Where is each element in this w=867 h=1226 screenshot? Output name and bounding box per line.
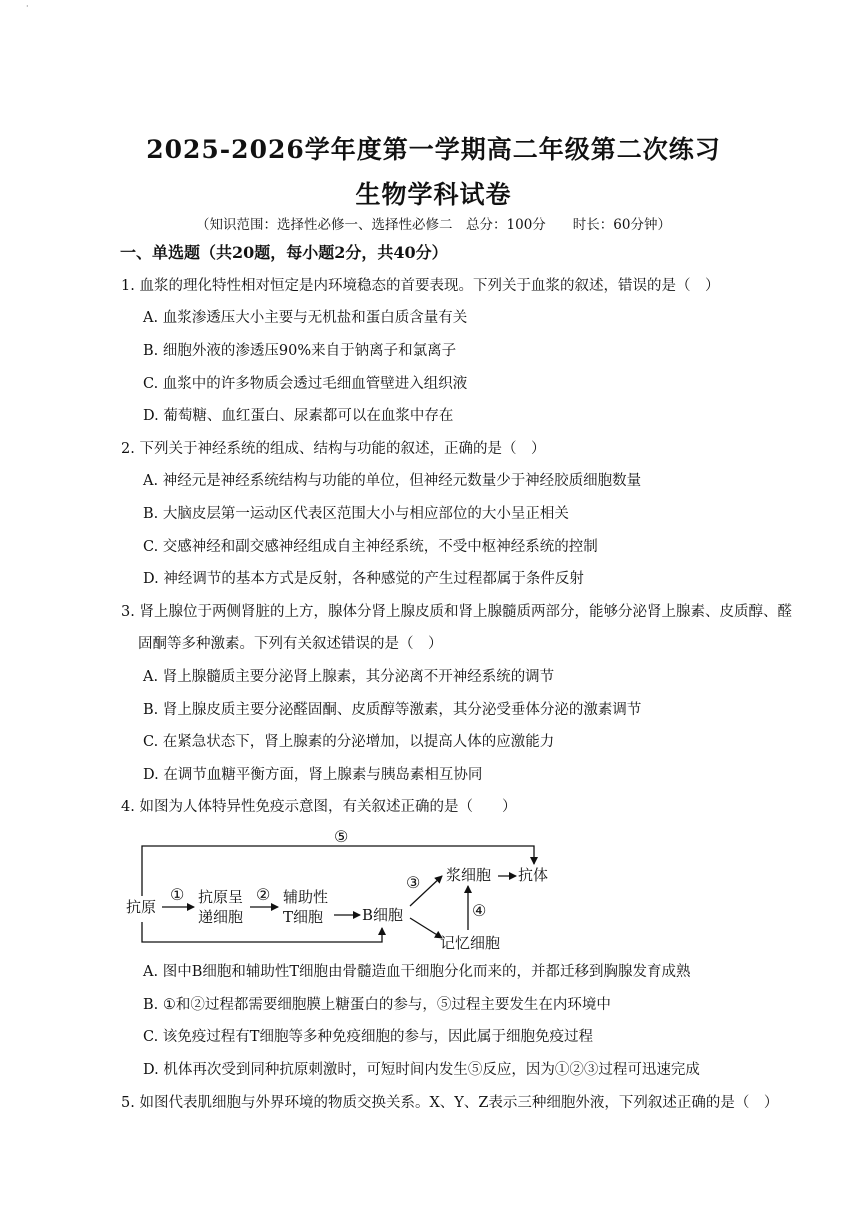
node-apc-line1: 抗原呈	[198, 888, 244, 906]
label-4: ④	[472, 901, 487, 920]
node-antibody: 抗体	[518, 866, 549, 884]
q3-stem-continued: 固酮等多种激素。下列有关叙述错误的是（ ）	[138, 636, 443, 652]
arrow-antigen-to-b	[142, 922, 382, 942]
node-apc-line2: 递细胞	[198, 908, 244, 926]
q3-option-b: B. 肾上腺皮质主要分泌醛固酮、皮质醇等激素，其分泌受垂体分泌的激素调节	[143, 702, 642, 718]
q1-option-d: D. 葡萄糖、血红蛋白、尿素都可以在血浆中存在	[143, 408, 454, 424]
q4-option-b: B. ①和②过程都需要细胞膜上糖蛋白的参与，⑤过程主要发生在内环境中	[143, 997, 611, 1013]
node-memory-cell: 记忆细胞	[440, 934, 501, 952]
q2-option-c: C. 交感神经和副交感神经组成自主神经系统，不受中枢神经系统的控制	[143, 539, 598, 555]
q3-option-c: C. 在紧急状态下，肾上腺素的分泌增加，以提高人体的应激能力	[143, 734, 555, 750]
subject-title: 生物学科试卷	[355, 180, 512, 209]
q2-option-b: B. 大脑皮层第一运动区代表区范围大小与相应部位的大小呈正相关	[143, 506, 569, 522]
label-5: ⑤	[334, 827, 349, 846]
node-th-line2: T细胞	[283, 908, 324, 926]
scan-mark: ·	[26, 2, 29, 11]
label-2: ②	[256, 885, 271, 904]
q4-stem: 4. 如图为人体特异性免疫示意图，有关叙述正确的是（ ）	[121, 799, 517, 815]
q4-option-c: C. 该免疫过程有T细胞等多种免疫细胞的参与，因此属于细胞免疫过程	[143, 1029, 593, 1045]
exam-title: 2025-2026学年度第一学期高二年级第二次练习	[146, 135, 721, 164]
q4-option-d: D. 机体再次受到同种抗原刺激时，可短时间内发生⑤反应，因为①②③过程可迅速完成	[143, 1062, 700, 1078]
exam-info: （知识范围：选择性必修一、选择性必修二 总分：100分 时长：60分钟）	[196, 217, 671, 233]
q2-stem: 2. 下列关于神经系统的组成、结构与功能的叙述，正确的是（ ）	[121, 441, 546, 457]
q1-option-c: C. 血浆中的许多物质会透过毛细血管壁进入组织液	[143, 376, 468, 392]
node-b-cell: B细胞	[362, 906, 404, 924]
q2-option-a: A. 神经元是神经系统结构与功能的单位，但神经元数量少于神经胶质细胞数量	[143, 473, 642, 489]
node-antigen: 抗原	[126, 898, 157, 916]
immune-diagram	[120, 818, 570, 958]
label-1: ①	[170, 885, 185, 904]
node-th-line1: 辅助性	[283, 888, 329, 906]
q3-stem: 3. 肾上腺位于两侧肾脏的上方，腺体分肾上腺皮质和肾上腺髓质两部分，能够分泌肾上腺素、皮质醇、醛	[121, 604, 792, 620]
label-3: ③	[406, 873, 421, 892]
q5-stem: 5. 如图代表肌细胞与外界环境的物质交换关系。X、Y、Z表示三种细胞外液，下列叙述正确的是（ ）	[121, 1095, 779, 1111]
arrow-b-to-memory	[410, 918, 442, 938]
q1-option-b: B. 细胞外液的渗透压90%来自于钠离子和氯离子	[143, 343, 457, 359]
q3-option-a: A. 肾上腺髓质主要分泌肾上腺素，其分泌离不开神经系统的调节	[143, 669, 555, 685]
q2-option-d: D. 神经调节的基本方式是反射，各种感觉的产生过程都属于条件反射	[143, 571, 584, 587]
section-heading: 一、单选题（共20题，每小题2分，共40分）	[120, 243, 448, 262]
q1-option-a: A. 血浆渗透压大小主要与无机盐和蛋白质含量有关	[143, 310, 468, 326]
q4-option-a: A. 图中B细胞和辅助性T细胞由骨髓造血干细胞分化而来的，并都迁移到胸腺发育成熟	[143, 964, 691, 980]
q1-stem: 1. 血浆的理化特性相对恒定是内环境稳态的首要表现。下列关于血浆的叙述，错误的是（ ）	[121, 278, 720, 294]
node-plasma-cell: 浆细胞	[446, 866, 492, 884]
q3-option-d: D. 在调节血糖平衡方面，肾上腺素与胰岛素相互协同	[143, 767, 483, 783]
